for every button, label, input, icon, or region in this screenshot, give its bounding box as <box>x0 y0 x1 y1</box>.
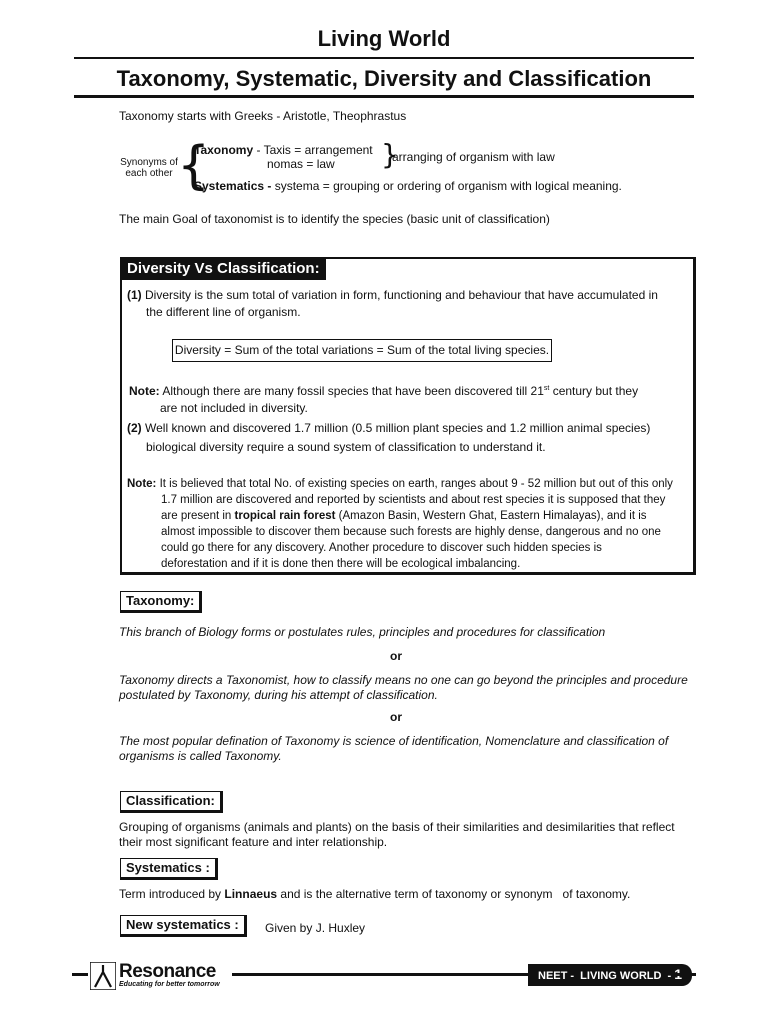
new-systematics-text: Given by J. Huxley <box>265 921 366 935</box>
note-1-cont: are not included in diversity. <box>160 401 308 415</box>
taxonomy-line <box>194 143 373 158</box>
footer-section: NEET - LIVING WORLD - <box>538 970 675 982</box>
note-fragment: are present in <box>161 510 235 522</box>
note-2-body <box>161 492 691 572</box>
diversity-point-1-cont: the different line of organism. <box>146 305 301 319</box>
intro-text: Taxonomy starts with Greeks - Aristotle, Theophrastus <box>119 109 407 123</box>
footer-line-right <box>676 973 696 976</box>
note-text-cont: century but they <box>549 384 639 398</box>
goal-text: The main Goal of taxonomist is to identify the species (basic unit of classification) <box>119 212 550 226</box>
page-title: Living World <box>317 26 451 51</box>
diversity-point-2-cont: biological diversity require a sound system of classification to understand it. <box>146 440 546 454</box>
new-systematics-heading: New systematics : <box>120 915 247 937</box>
diversity-equation: Diversity = Sum of the total variations = Sum of the total living species. <box>172 339 552 362</box>
or-separator: or <box>390 649 402 663</box>
note-1 <box>129 381 689 399</box>
note-line: could go there for any discovery. Another procedure to discover such hidden species is <box>161 542 602 554</box>
nomas-line: nomas = law <box>267 157 335 171</box>
diversity-point-2 <box>127 420 687 436</box>
note-line: almost impossible to discover them because such forests are highly dense, dangerous and no one <box>161 526 661 538</box>
taxonomy-definition-2: Taxonomy directs a Taxonomist, how to classify means no one can go beyond the principles and procedure postulated by Taxonomy, during his attempt of classification. <box>119 673 688 702</box>
systematics-fragment: Term introduced by <box>119 887 225 901</box>
taxonomy-definition-1: This branch of Biology forms or postulates rules, principles and procedures for classification <box>119 625 606 639</box>
subtitle-divider <box>74 95 694 98</box>
note-emphasis: tropical rain forest <box>234 510 336 522</box>
page-subtitle: Taxonomy, Systematic, Diversity and Classification <box>116 66 652 91</box>
taxonomy-term: Taxonomy <box>194 143 254 157</box>
taxonomy-heading: Taxonomy: <box>120 591 202 613</box>
or-separator: or <box>390 710 402 724</box>
diversity-box-title: Diversity Vs Classification: <box>121 258 326 280</box>
footer-tagline: Educating for better tomorrow <box>119 981 220 988</box>
synonyms-label: Synonyms of each other <box>120 157 178 179</box>
resonance-logo-icon <box>90 962 116 990</box>
systematics-text <box>119 887 630 902</box>
note-line: deforestation and if it is done then there will be ecological imbalancing. <box>161 558 521 570</box>
point-number: (2) <box>127 421 142 435</box>
classification-heading: Classification: <box>120 791 223 813</box>
point-text: Well known and discovered 1.7 million (0.5 million plant species and 1.2 million animal species) <box>145 421 651 435</box>
note-label: Note: <box>129 384 160 398</box>
footer-line-middle <box>232 973 532 976</box>
arranging-text: arranging of organism with law <box>392 150 555 164</box>
note-superscript: st <box>543 385 550 392</box>
left-brace-icon: { <box>177 136 211 196</box>
note-2 <box>127 476 693 492</box>
footer-page-label <box>528 964 692 986</box>
taxonomy-definition-3: The most popular defination of Taxonomy is science of identification, Nomenclature and classification of organisms is called Taxonomy. <box>119 734 669 763</box>
systematics-definition: systema = grouping or ordering of organism with logical meaning. <box>271 179 622 193</box>
footer-line-left <box>72 973 88 976</box>
right-brace-icon: } <box>381 138 399 171</box>
taxonomy-definition: - Taxis = arrangement <box>253 143 373 157</box>
note-text: It is believed that total No. of existing species on earth, ranges about 9 - 52 million but out of this only <box>159 478 673 490</box>
footer-brand: Resonance <box>119 961 216 982</box>
note-label: Note: <box>127 478 157 490</box>
systematics-line <box>194 179 622 194</box>
point-text: Diversity is the sum total of variation in form, functioning and behaviour that have accumulated in <box>145 288 658 302</box>
title-divider <box>74 57 694 59</box>
point-number: (1) <box>127 288 142 302</box>
classification-text: Grouping of organisms (animals and plants) on the basis of their similarities and desimilarities that reflect their most significant feature and inter relationship. <box>119 820 675 849</box>
diversity-point-1 <box>127 287 687 303</box>
note-line: 1.7 million are discovered and reported by scientists and about rest species it is supposed that they <box>161 494 666 506</box>
systematics-heading: Systematics : <box>120 858 218 880</box>
linnaeus: Linnaeus <box>224 887 278 901</box>
note-fragment: (Amazon Basin, Western Ghat, Eastern Himalayas), and it is <box>335 510 647 522</box>
systematics-term: Systematics - <box>194 179 272 193</box>
systematics-fragment: and is the alternative term of taxonomy or synonym of taxonomy. <box>277 887 631 901</box>
note-line <box>161 508 691 524</box>
note-text: Although there are many fossil species that have been discovered till 21 <box>162 384 544 398</box>
